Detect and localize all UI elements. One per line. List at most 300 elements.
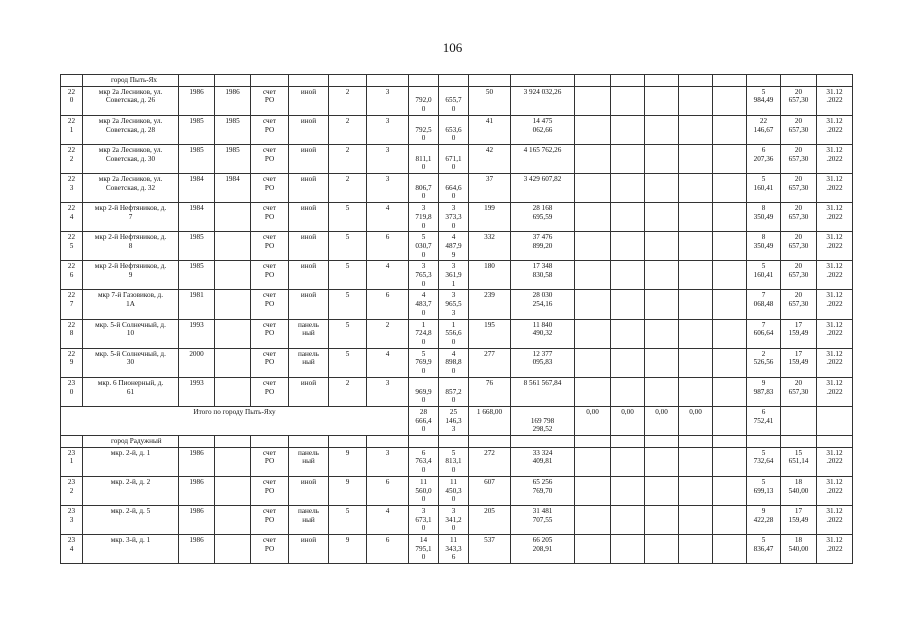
cell-ent: 4: [367, 348, 409, 377]
cell-a1: 806,7 0: [409, 174, 439, 203]
cell-ent: 3: [367, 144, 409, 173]
cell-addr: мкр 2-й Нефтяников, д. 9: [83, 261, 179, 290]
cell-sum: 37 476 899,20: [511, 232, 575, 261]
cell-date: 31.12 .2022: [817, 174, 853, 203]
total-a1: 28 666,4 0: [409, 406, 439, 435]
cell-norm: 20 657,30: [781, 144, 817, 173]
cell-s1: [575, 86, 611, 115]
cell-acct: счет РО: [251, 232, 289, 261]
cell-a2: 664,6 0: [439, 174, 469, 203]
cell-s3: [645, 535, 679, 564]
cell-cost: 6 207,36: [747, 144, 781, 173]
cell-sum: 28 168 695,59: [511, 203, 575, 232]
cell-s5: [713, 144, 747, 173]
cell-s4: [679, 144, 713, 173]
cell-cost: 5 699,13: [747, 476, 781, 505]
cell-mat: иной: [289, 535, 329, 564]
cell-s1: [575, 203, 611, 232]
cell-addr: мкр 2-й Нефтяников, д. 7: [83, 203, 179, 232]
total-label: Итого по городу Пыть-Яху: [61, 406, 409, 435]
cell-addr: мкр 7-й Газовиков, д. 1А: [83, 290, 179, 319]
cell-addr: мкр. 5-й Солнечный, д. 10: [83, 319, 179, 348]
cell-mat: панель ный: [289, 447, 329, 476]
cell-addr: мкр. 2-й, д. 2: [83, 476, 179, 505]
cell-y1: 1993: [179, 377, 215, 406]
cell-s2: [611, 377, 645, 406]
cell-date: 31.12 .2022: [817, 319, 853, 348]
cell-fl: 5: [329, 290, 367, 319]
cell-s2: [611, 319, 645, 348]
cell-fl: 5: [329, 232, 367, 261]
cell-s4: [679, 447, 713, 476]
cell-a1: 1 724,8 0: [409, 319, 439, 348]
cell-fl: 5: [329, 203, 367, 232]
cell-s5: [713, 115, 747, 144]
total-empty: [817, 406, 853, 435]
cell-y2: [215, 319, 251, 348]
cell-y2: [215, 505, 251, 534]
cell-y1: 1985: [179, 115, 215, 144]
cell-mat: иной: [289, 174, 329, 203]
cell-fl: 5: [329, 319, 367, 348]
cell-sum: 3 924 032,26: [511, 86, 575, 115]
total-a2: 25 146,3 3: [439, 406, 469, 435]
cell-s4: [679, 377, 713, 406]
cell-a2: 11 450,3 0: [439, 476, 469, 505]
cell-y1: 1986: [179, 535, 215, 564]
cell-cnt: 277: [469, 348, 511, 377]
cell-fl: 9: [329, 476, 367, 505]
cell-s2: [611, 535, 645, 564]
cell-s4: [679, 319, 713, 348]
cell-n: 23 2: [61, 476, 83, 505]
cell-cnt: 199: [469, 203, 511, 232]
cell-s4: [679, 174, 713, 203]
table-row: [61, 476, 853, 505]
cell-cnt: 239: [469, 290, 511, 319]
cell-cnt: 272: [469, 447, 511, 476]
cell-s3: [645, 203, 679, 232]
total-empty: [781, 406, 817, 435]
cell-n: 23 3: [61, 505, 83, 534]
cell-s2: [611, 261, 645, 290]
cell-sum: 33 324 409,81: [511, 447, 575, 476]
cell-a1: 811,1 0: [409, 144, 439, 173]
cell-addr: мкр. 6 Пионерный, д. 61: [83, 377, 179, 406]
cell-cnt: 180: [469, 261, 511, 290]
cell-s3: [645, 115, 679, 144]
cell-cnt: 205: [469, 505, 511, 534]
cell-fl: 9: [329, 535, 367, 564]
table-row: [61, 290, 853, 319]
cell-n: 22 6: [61, 261, 83, 290]
cell-a2: 3 965,5 3: [439, 290, 469, 319]
cell-cost: 5 160,41: [747, 174, 781, 203]
cell-cnt: 50: [469, 86, 511, 115]
cell-a2: 4 487,9 9: [439, 232, 469, 261]
cell-cnt: 76: [469, 377, 511, 406]
cell-s2: [611, 476, 645, 505]
cell-acct: счет РО: [251, 348, 289, 377]
cell-ent: 3: [367, 174, 409, 203]
cell-cost: 9 422,28: [747, 505, 781, 534]
cell-acct: счет РО: [251, 505, 289, 534]
cell-y1: 1986: [179, 447, 215, 476]
cell-s3: [645, 86, 679, 115]
cell-a1: 792,5 0: [409, 115, 439, 144]
cell-s5: [713, 174, 747, 203]
cell-a1: 3 719,8 0: [409, 203, 439, 232]
total-s2: 0,00: [611, 406, 645, 435]
cell-ent: 3: [367, 86, 409, 115]
cell-cnt: 332: [469, 232, 511, 261]
cell-s3: [645, 290, 679, 319]
cell-y2: [215, 535, 251, 564]
cell-cost: 7 606,64: [747, 319, 781, 348]
cell-cnt: 195: [469, 319, 511, 348]
cell-mat: иной: [289, 144, 329, 173]
cell-s5: [713, 505, 747, 534]
total-s4: 0,00: [679, 406, 713, 435]
table-row: [61, 174, 853, 203]
cell-cnt: 42: [469, 144, 511, 173]
table-row: [61, 377, 853, 406]
cell-norm: 17 159,49: [781, 319, 817, 348]
cell-s1: [575, 115, 611, 144]
cell-n: 22 8: [61, 319, 83, 348]
cell-mat: панель ный: [289, 319, 329, 348]
cell-sum: 3 429 607,82: [511, 174, 575, 203]
cell-s1: [575, 447, 611, 476]
cell-acct: счет РО: [251, 535, 289, 564]
cell-n: 22 4: [61, 203, 83, 232]
cell-fl: 2: [329, 115, 367, 144]
cell-s4: [679, 86, 713, 115]
cell-s5: [713, 232, 747, 261]
cell-acct: счет РО: [251, 144, 289, 173]
cell-y2: 1985: [215, 144, 251, 173]
cell-sum: 17 348 830,58: [511, 261, 575, 290]
cell-cost: 7 068,48: [747, 290, 781, 319]
cell-s1: [575, 261, 611, 290]
cell-s2: [611, 447, 645, 476]
cell-acct: счет РО: [251, 261, 289, 290]
cell-y2: [215, 476, 251, 505]
cell-a1: 3 673,1 0: [409, 505, 439, 534]
cell-sum: 12 377 095,83: [511, 348, 575, 377]
cell-norm: 20 657,30: [781, 203, 817, 232]
cell-addr: мкр. 2-й, д. 5: [83, 505, 179, 534]
table-row: [61, 535, 853, 564]
section-header-row: [61, 436, 853, 448]
cell-cost: 9 987,83: [747, 377, 781, 406]
cell-s4: [679, 203, 713, 232]
cell-y1: 1984: [179, 203, 215, 232]
section-title: город Радужный: [83, 436, 179, 448]
cell-s5: [713, 290, 747, 319]
cell-norm: 20 657,30: [781, 261, 817, 290]
cell-ent: 4: [367, 261, 409, 290]
cell-y2: [215, 377, 251, 406]
cell-n: 23 0: [61, 377, 83, 406]
cell-s5: [713, 447, 747, 476]
cell-sum: 14 475 062,66: [511, 115, 575, 144]
cell-s4: [679, 115, 713, 144]
cell-fl: 2: [329, 377, 367, 406]
cell-s2: [611, 232, 645, 261]
cell-norm: 17 159,49: [781, 348, 817, 377]
table-row: [61, 232, 853, 261]
cell-date: 31.12 .2022: [817, 232, 853, 261]
cell-date: 31.12 .2022: [817, 86, 853, 115]
cell-s3: [645, 447, 679, 476]
cell-addr: мкр 2-й Нефтяников, д. 8: [83, 232, 179, 261]
cell-cnt: 41: [469, 115, 511, 144]
cell-date: 31.12 .2022: [817, 348, 853, 377]
cell-s4: [679, 232, 713, 261]
cell-y2: [215, 447, 251, 476]
cell-s2: [611, 505, 645, 534]
cell-a1: 5 030,7 0: [409, 232, 439, 261]
cell-s5: [713, 476, 747, 505]
cell-s5: [713, 203, 747, 232]
cell-addr: мкр. 2-й, д. 1: [83, 447, 179, 476]
cell-mat: панель ный: [289, 505, 329, 534]
cell-ent: 3: [367, 115, 409, 144]
cell-mat: иной: [289, 203, 329, 232]
cell-y2: [215, 290, 251, 319]
cell-y2: [215, 203, 251, 232]
cell-s3: [645, 377, 679, 406]
cell-addr: мкр 2а Лесников, ул. Советская, д. 28: [83, 115, 179, 144]
cell-s1: [575, 290, 611, 319]
cell-a2: 655,7 0: [439, 86, 469, 115]
cell-y2: 1985: [215, 115, 251, 144]
cell-s4: [679, 290, 713, 319]
cell-y2: 1984: [215, 174, 251, 203]
cell-s1: [575, 319, 611, 348]
cell-fl: 2: [329, 86, 367, 115]
total-cost: 6 752,41: [747, 406, 781, 435]
cell-addr: мкр. 3-й, д. 1: [83, 535, 179, 564]
cell-n: 22 5: [61, 232, 83, 261]
cell-date: 31.12 .2022: [817, 377, 853, 406]
cell-mat: иной: [289, 476, 329, 505]
cell-ent: 6: [367, 476, 409, 505]
cell-s2: [611, 115, 645, 144]
cell-mat: иной: [289, 261, 329, 290]
cell-s3: [645, 319, 679, 348]
cell-ent: 3: [367, 377, 409, 406]
cell-cost: 22 146,67: [747, 115, 781, 144]
cell-sum: 4 165 762,26: [511, 144, 575, 173]
cell-n: 22 1: [61, 115, 83, 144]
cell-s2: [611, 203, 645, 232]
cell-s3: [645, 144, 679, 173]
cell-norm: 20 657,30: [781, 232, 817, 261]
cell-y1: 1986: [179, 505, 215, 534]
section-title: город Пыть-Ях: [83, 75, 179, 87]
cell-s4: [679, 261, 713, 290]
cell-date: 31.12 .2022: [817, 447, 853, 476]
cell-ent: 3: [367, 447, 409, 476]
cell-s1: [575, 144, 611, 173]
cell-mat: иной: [289, 115, 329, 144]
cell-s3: [645, 261, 679, 290]
cell-n: 22 9: [61, 348, 83, 377]
cell-s1: [575, 505, 611, 534]
total-cnt: 1 668,00: [469, 406, 511, 435]
table-row: [61, 505, 853, 534]
cell-y2: [215, 348, 251, 377]
cell-date: 31.12 .2022: [817, 203, 853, 232]
cell-acct: счет РО: [251, 377, 289, 406]
cell-date: 31.12 .2022: [817, 535, 853, 564]
cell-mat: иной: [289, 290, 329, 319]
cell-cnt: 37: [469, 174, 511, 203]
table-row: [61, 261, 853, 290]
cell-s3: [645, 174, 679, 203]
cell-norm: 20 657,30: [781, 86, 817, 115]
cell-fl: 2: [329, 174, 367, 203]
cell-date: 31.12 .2022: [817, 115, 853, 144]
table-row: [61, 86, 853, 115]
table-row: [61, 319, 853, 348]
table-row: [61, 447, 853, 476]
cell-cnt: 607: [469, 476, 511, 505]
cell-s2: [611, 290, 645, 319]
cell-n: 23 4: [61, 535, 83, 564]
total-empty: [713, 406, 747, 435]
cell-ent: 6: [367, 290, 409, 319]
cell-s5: [713, 261, 747, 290]
cell-a2: 3 341,2 0: [439, 505, 469, 534]
cell-a2: 11 343,3 6: [439, 535, 469, 564]
cell-mat: иной: [289, 86, 329, 115]
table-row: [61, 348, 853, 377]
cell-date: 31.12 .2022: [817, 290, 853, 319]
cell-n: 22 2: [61, 144, 83, 173]
cell-s2: [611, 144, 645, 173]
cell-date: 31.12 .2022: [817, 261, 853, 290]
cell-mat: панель ный: [289, 348, 329, 377]
cell-a1: 14 795,1 0: [409, 535, 439, 564]
cell-s2: [611, 174, 645, 203]
cell-norm: 18 540,00: [781, 476, 817, 505]
cell-s3: [645, 348, 679, 377]
cell-ent: 4: [367, 505, 409, 534]
total-row: [61, 406, 853, 435]
cell-y1: 1985: [179, 232, 215, 261]
cell-acct: счет РО: [251, 476, 289, 505]
cell-s5: [713, 86, 747, 115]
cell-ent: 2: [367, 319, 409, 348]
cell-addr: мкр 2а Лесников, ул. Советская, д. 32: [83, 174, 179, 203]
cell-ent: 6: [367, 535, 409, 564]
section-header-row: [61, 75, 853, 87]
cell-s4: [679, 535, 713, 564]
cell-cost: 5 836,47: [747, 535, 781, 564]
cell-n: 23 1: [61, 447, 83, 476]
cell-sum: 11 840 490,32: [511, 319, 575, 348]
cell-s5: [713, 535, 747, 564]
cell-a1: 792,0 0: [409, 86, 439, 115]
cell-y1: 1993: [179, 319, 215, 348]
cell-ent: 4: [367, 203, 409, 232]
cell-norm: 20 657,30: [781, 115, 817, 144]
cell-s4: [679, 505, 713, 534]
cell-n: 22 3: [61, 174, 83, 203]
cell-s1: [575, 377, 611, 406]
page-number: 106: [442, 40, 463, 55]
cell-a2: 4 898,8 0: [439, 348, 469, 377]
cell-y1: 1986: [179, 86, 215, 115]
cell-a1: 11 560,0 0: [409, 476, 439, 505]
cell-acct: счет РО: [251, 174, 289, 203]
cell-y1: 2000: [179, 348, 215, 377]
cell-cost: 2 526,56: [747, 348, 781, 377]
cell-y1: 1985: [179, 261, 215, 290]
cell-y2: [215, 232, 251, 261]
cell-s1: [575, 348, 611, 377]
cell-s2: [611, 348, 645, 377]
cell-cost: 5 160,41: [747, 261, 781, 290]
cell-s5: [713, 377, 747, 406]
cell-s3: [645, 232, 679, 261]
cell-date: 31.12 .2022: [817, 144, 853, 173]
cell-addr: мкр 2а Лесников, ул. Советская, д. 30: [83, 144, 179, 173]
cell-sum: 66 205 208,91: [511, 535, 575, 564]
cell-sum: 65 256 769,70: [511, 476, 575, 505]
total-s1: 0,00: [575, 406, 611, 435]
cell-y1: 1985: [179, 144, 215, 173]
cell-acct: счет РО: [251, 290, 289, 319]
table-row: [61, 144, 853, 173]
cell-s4: [679, 476, 713, 505]
cell-a2: 653,6 0: [439, 115, 469, 144]
cell-n: 22 0: [61, 86, 83, 115]
cell-a1: 6 763,4 0: [409, 447, 439, 476]
cell-norm: 15 651,14: [781, 447, 817, 476]
cell-fl: 5: [329, 348, 367, 377]
cell-sum: 31 481 707,55: [511, 505, 575, 534]
cell-acct: счет РО: [251, 319, 289, 348]
cell-fl: 5: [329, 505, 367, 534]
cell-sum: 28 030 254,16: [511, 290, 575, 319]
cell-a1: 4 483,7 0: [409, 290, 439, 319]
cell-acct: счет РО: [251, 447, 289, 476]
cell-date: 31.12 .2022: [817, 476, 853, 505]
cell-addr: мкр 2а Лесников, ул. Советская, д. 26: [83, 86, 179, 115]
cell-n: 22 7: [61, 290, 83, 319]
cell-s2: [611, 86, 645, 115]
cell-cost: 5 984,49: [747, 86, 781, 115]
cell-norm: 18 540,00: [781, 535, 817, 564]
cell-fl: 2: [329, 144, 367, 173]
table-row: [61, 203, 853, 232]
cell-mat: иной: [289, 232, 329, 261]
total-s3: 0,00: [645, 406, 679, 435]
table-row: [61, 115, 853, 144]
cell-a2: 3 361,9 1: [439, 261, 469, 290]
cell-s1: [575, 232, 611, 261]
cell-s4: [679, 348, 713, 377]
cell-s3: [645, 505, 679, 534]
cell-a2: 3 373,3 0: [439, 203, 469, 232]
cell-s1: [575, 535, 611, 564]
cell-a2: 671,1 0: [439, 144, 469, 173]
cell-acct: счет РО: [251, 203, 289, 232]
